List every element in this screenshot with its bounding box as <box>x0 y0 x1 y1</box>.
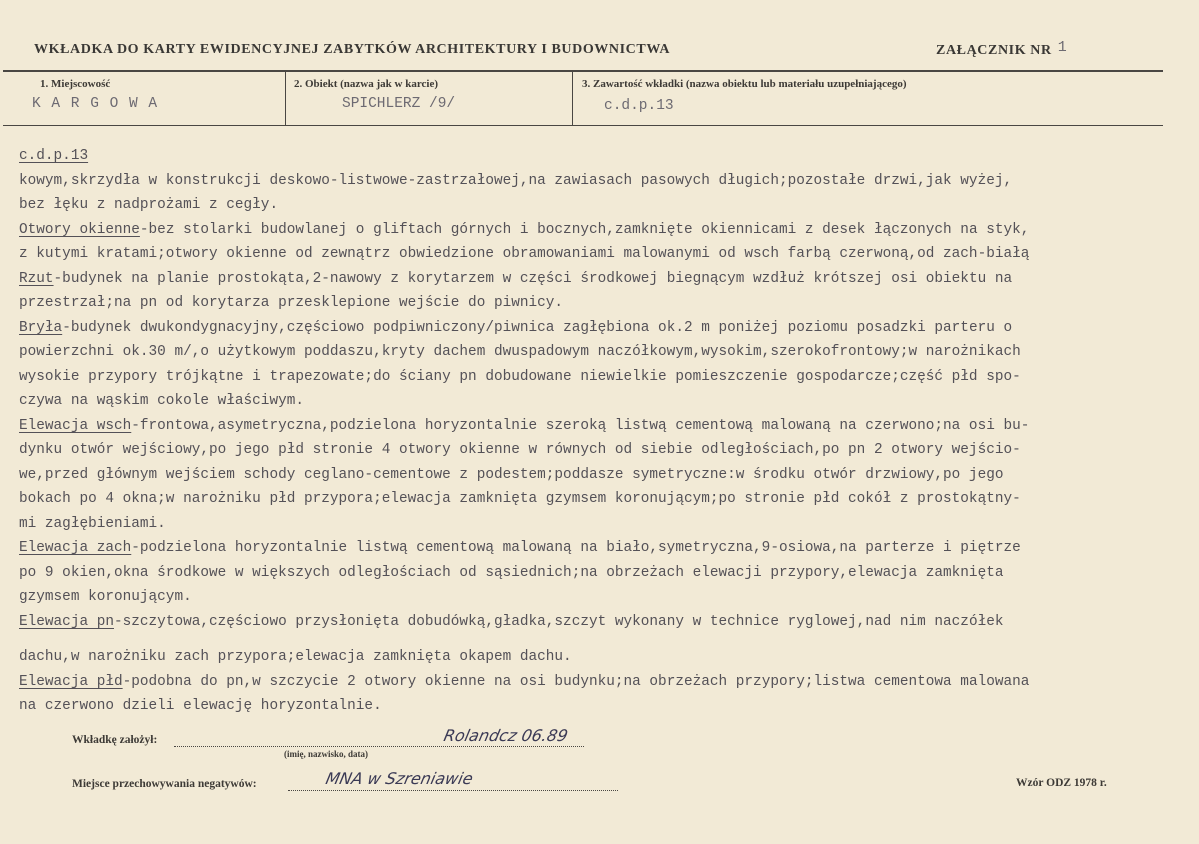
form-reference: Wzór ODZ 1978 r. <box>1016 777 1107 789</box>
description-text <box>19 144 1191 719</box>
contents-label: 3. Zawartość wkładki (nazwa obiektu lub materiału uzupełniającego) <box>582 78 907 90</box>
text-line <box>19 267 1191 292</box>
negatives-label: Miejsce przechowywania negatywów: <box>72 778 257 790</box>
card-title: WKŁADKA DO KARTY EWIDENCYJNEJ ZABYTKÓW ARCHITEKTURY I BUDOWNICTWA <box>34 42 671 57</box>
text-run: -szczytowa,częściowo przysłonięta dobudówką,gładka,szczyt wykonany w technice ryglowej,nad nim naczółek <box>114 613 1004 630</box>
text-line: dachu,w narożniku zach przypora;elewacja zamknięta okapem dachu. <box>19 649 572 665</box>
text-line: bokach po 4 okna;w narożniku płd przypora;elewacja zamknięta gzymsem koronującym;po stronie płd cokół z prostokątny- <box>19 491 1021 507</box>
text-line: dynku otwór wejściowy,po jego płd stronie 4 otwory okienne w równych od siebie odległościach,po pn 2 otwory wejścio- <box>19 442 1021 458</box>
header-bottom-rule <box>3 125 1163 126</box>
text-line: bez łęku z nadprożami z cegły. <box>19 197 279 213</box>
text-line <box>19 414 1191 439</box>
text-line: powierzchni ok.30 m/,o użytkowym poddaszu,kryty dachem dwuspadowym naczółkowym,wysokim,szerokofrontowy;w narożnikach <box>19 344 1021 360</box>
attachment-number: 1 <box>1057 39 1068 56</box>
text-line <box>19 536 1191 561</box>
author-dotted-line <box>174 746 584 747</box>
text-line: we,przed głównym wejściem schody ceglano-cementowe z podestem;poddasze symetryczne:w środku otwór drzwiowy,po jego <box>19 466 1004 483</box>
section-heading: Elewacja wsch <box>19 417 132 434</box>
section-heading: Otwory okienne <box>19 221 140 238</box>
attachment-label-text: ZAŁĄCZNIK NR <box>936 43 1052 58</box>
section-heading: Elewacja płd <box>19 673 123 690</box>
text-run: -budynek na planie prostokąta,2-nawowy z korytarzem w części środkowej biegnącym wzdłuż krótszej osi obiektu na <box>53 270 1013 287</box>
negatives-dotted-line <box>288 790 618 791</box>
text-run: -bez stolarki budowlanej o gliftach górnych i bocznych,zamknięte okiennicami z desek łączonych na styk, <box>139 221 1030 238</box>
text-line <box>19 316 1191 341</box>
negatives-location: MNA w Szreniawie <box>323 769 475 788</box>
text-line <box>19 610 1191 635</box>
text-run: -frontowa,asymetryczna,podzielona horyzontalnie szeroką listwą cementową malowaną na czerwono;na osi bu- <box>131 417 1030 434</box>
object-value: SPICHLERZ /9/ <box>342 96 456 112</box>
attachment-label <box>936 39 1068 59</box>
text-line: wysokie przypory trójkątne i trapezowate;do ściany pn dobudowane niewielkie pomieszczenie gospodarcze;część płd spo- <box>19 368 1021 385</box>
text-line <box>19 218 1191 243</box>
section-heading: Bryła <box>19 319 63 336</box>
text-run: -podzielona horyzontalnie listwą cementową malowaną na biało,symetryczna,9-osiowa,na parterze i piętrze <box>131 540 1021 556</box>
text-run: -budynek dwukondygnacyjny,częściowo podpiwniczony/piwnica zagłębiona ok.2 m poniżej poziomu posadzki parteru o <box>62 319 1013 336</box>
object-label: 2. Obiekt (nazwa jak w karcie) <box>294 78 439 90</box>
author-label: Wkładkę założył: <box>72 734 158 746</box>
text-line: przestrzał;na pn od korytarza przesklepione wejście do piwnicy. <box>19 295 564 311</box>
header-top-rule <box>3 70 1163 72</box>
text-line <box>19 670 1191 695</box>
text-line: kowym,skrzydła w konstrukcji deskowo-listwowe-zastrzałowej,na zawiasach pasowych długich;pozostałe drzwi,jak wyżej, <box>19 172 1013 189</box>
text-line: po 9 okien,okna środkowe w większych odległościach od sąsiednich;na obrzeżach elewacji przypory,elewacja zamknięta <box>19 564 1004 581</box>
author-signature: Rolandcz 06.89 <box>441 726 570 745</box>
text-run: -podobna do pn,w szczycie 2 otwory okienne na osi budynku;na obrzeżach przypory;listwa cementowa malowana <box>122 673 1030 690</box>
section-heading: Elewacja zach <box>19 540 132 556</box>
locality-label: 1. Miejscowość <box>40 78 111 90</box>
contents-value: c.d.p.13 <box>604 98 674 114</box>
text-line: czywa na wąskim cokole właściwym. <box>19 393 304 409</box>
text-line: c.d.p.13 <box>19 148 89 164</box>
locality-value: K A R G O W A <box>32 96 159 112</box>
author-sublabel: (imię, nazwisko, data) <box>284 749 368 759</box>
text-line: na czerwono dzieli elewację horyzontalnie. <box>19 698 382 714</box>
section-heading: Rzut <box>19 270 54 287</box>
text-line: z kutymi kratami;otwory okienne od zewnątrz obwiedzione obramowaniami malowanymi od wsch farbą czerwoną,od zach-białą <box>19 246 1030 262</box>
section-heading: Elewacja pn <box>19 613 114 630</box>
field-divider-2 <box>572 71 573 126</box>
text-line: mi zagłębieniami. <box>19 515 166 532</box>
field-divider-1 <box>285 71 286 126</box>
text-line: gzymsem koronującym. <box>19 589 192 605</box>
